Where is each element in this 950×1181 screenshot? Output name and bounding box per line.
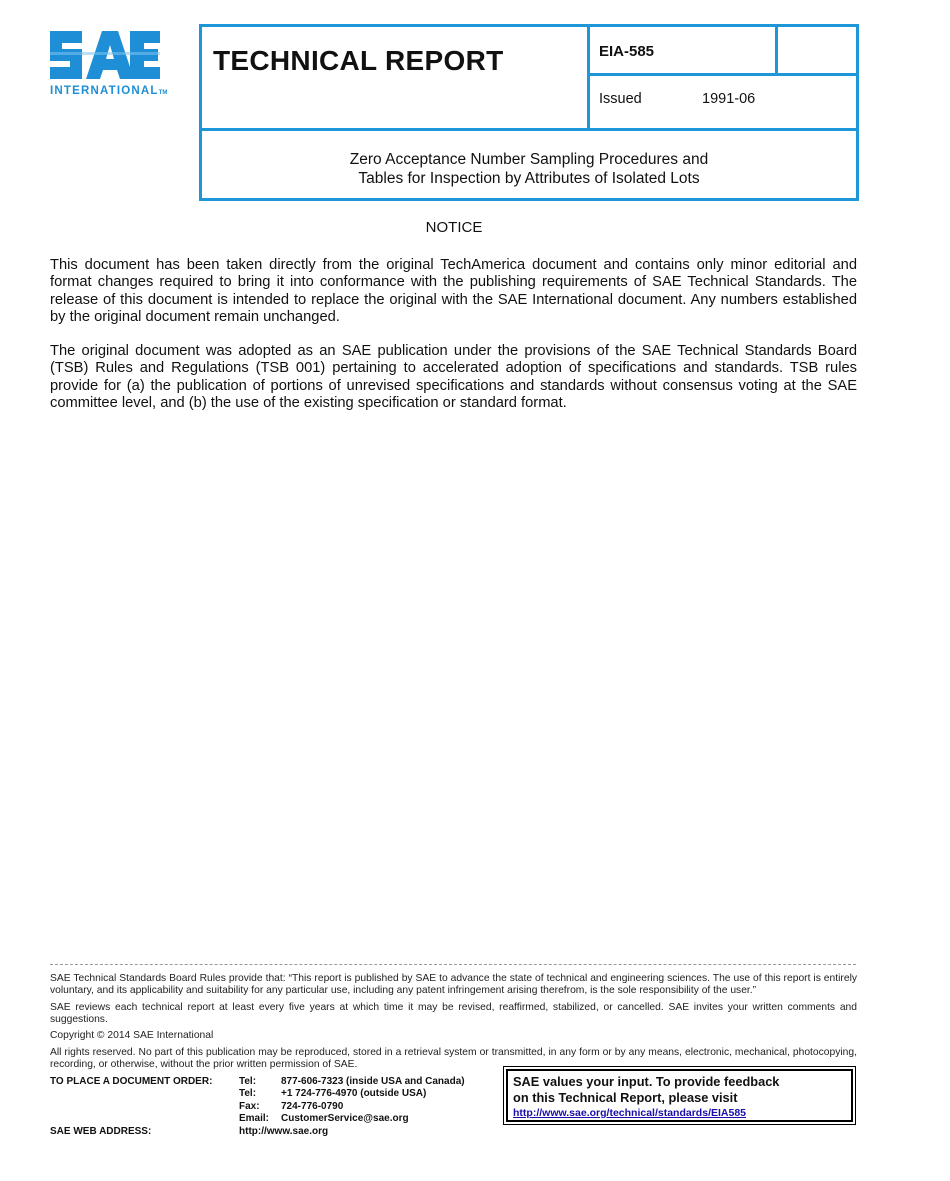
contact-list — [239, 1076, 465, 1126]
order-label: TO PLACE A DOCUMENT ORDER: — [50, 1076, 213, 1087]
notice-paragraph: The original document was adopted as an SAE publication under the provisions of the SAE Technical Standards Board (TSB) Rules and Regulations (TSB 001) pertaining to accelerated adoption of specifications and standards. TSB rules provide for (a) the publication of portions of unrevised specifications and standards without consensus voting at the SAE committee level, and (b) the use of the existing specification or standard format. — [50, 343, 857, 412]
contact-row — [239, 1076, 465, 1088]
copyright-text: Copyright © 2014 SAE International — [50, 1030, 214, 1041]
contact-key: Email: — [239, 1113, 270, 1125]
document-title — [202, 150, 856, 188]
document-title-cell — [199, 128, 859, 201]
contact-row — [239, 1113, 465, 1125]
contact-value: 724-776-0790 — [281, 1100, 344, 1112]
blank-cell — [775, 24, 859, 76]
contact-value: CustomerService@sae.org — [281, 1113, 409, 1125]
issued-date: 1991-06 — [702, 91, 756, 107]
issued-cell — [587, 73, 859, 131]
document-title-line: Tables for Inspection by Attributes of Isolated Lots — [358, 170, 700, 187]
review-text: SAE reviews each technical report at least every five years at which time it may be revised, reaffirmed, stabilized, or cancelled. SAE invites your written comments and suggestions. — [50, 1002, 857, 1026]
feedback-link[interactable]: http://www.sae.org/technical/standards/EIA585 — [513, 1107, 747, 1119]
contact-row — [239, 1088, 465, 1100]
feedback-text: SAE values your input. To provide feedback — [513, 1074, 780, 1089]
contact-value: +1 724-776-4970 (outside USA) — [281, 1088, 427, 1100]
feedback-box-inner — [506, 1069, 853, 1122]
contact-key: Tel: — [239, 1088, 257, 1100]
document-number: EIA-585 — [599, 43, 655, 60]
document-number-cell — [587, 24, 778, 76]
notice-heading: NOTICE — [425, 219, 483, 236]
rights-text: All rights reserved. No part of this publication may be reproduced, stored in a retrieval system or transmitted, in any form or by any means, electronic, mechanical, photocopying, recording, or otherwise, without the prior written permission of SAE. — [50, 1047, 857, 1071]
notice-paragraph: This document has been taken directly from the original TechAmerica document and contains only minor editorial and format changes required to bring it into conformance with the publishing requirements of SAE Technical Standards. The release of this document is intended to replace the original with the SAE International document. Any numbers established by the original document remain unchanged. — [50, 257, 857, 326]
footer-divider — [50, 964, 856, 965]
trademark-mark: TM — [158, 90, 168, 96]
document-title-line: Zero Acceptance Number Sampling Procedures and — [349, 151, 709, 168]
sae-logo-icon — [48, 25, 166, 85]
report-type-cell — [199, 24, 590, 131]
report-header-box — [199, 24, 859, 201]
report-type-title: TECHNICAL REPORT — [213, 45, 504, 76]
issued-label: Issued — [599, 91, 642, 107]
contact-key: Fax: — [239, 1100, 260, 1112]
feedback-box — [503, 1066, 856, 1125]
sae-international-logo — [48, 25, 166, 100]
web-address: http://www.sae.org — [239, 1126, 329, 1137]
feedback-text: on this Technical Report, please visit — [513, 1090, 738, 1105]
contact-value: 877-606-7323 (inside USA and Canada) — [281, 1076, 465, 1087]
contact-key: Tel: — [239, 1076, 257, 1087]
contact-row — [239, 1101, 465, 1113]
web-address-label: SAE WEB ADDRESS: — [50, 1126, 152, 1137]
logo-subtitle: INTERNATIONALTM — [50, 85, 168, 97]
tsb-rules-text: SAE Technical Standards Board Rules provide that: “This report is published by SAE to advance the state of technical and engineering sciences. The use of this report is entirely voluntary, and its applicability and suitability for any particular use, including any patent infringement arising therefrom, is the sole responsibility of the user.” — [50, 973, 857, 997]
